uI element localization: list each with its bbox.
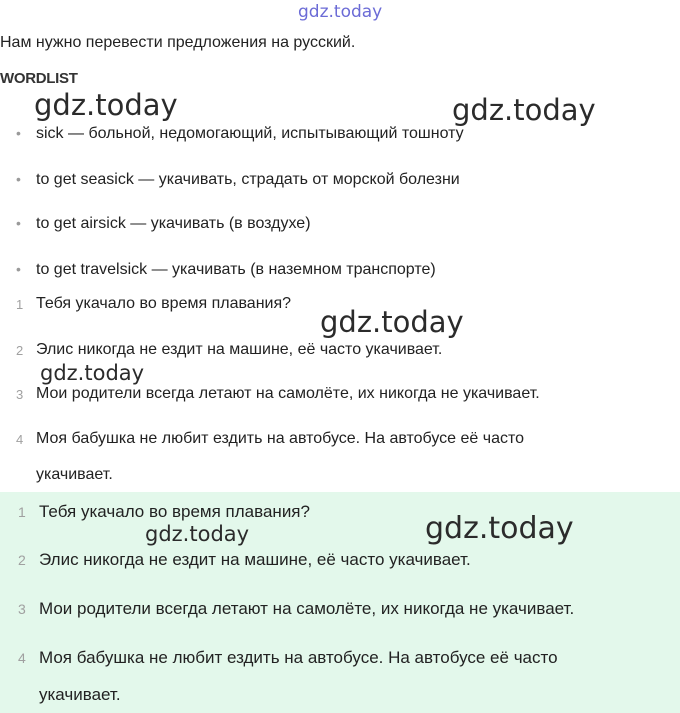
watermark: gdz.today (40, 361, 145, 385)
bullet-icon: • (16, 125, 21, 141)
answer-box: 1 Тебя укачало во время плавания? gdz.today gdz.today 2 Элис никогда не ездит на машине, её часто укачивает. 3 Мои родители всегда летают на самолёте, их никогда не укачивает. 4 Моя бабушка не любит ездить на автобусе. На автобусе её часто укачивает. (0, 492, 680, 713)
bullet-icon: • (16, 215, 21, 231)
intro-text: Нам нужно перевести предложения на русский. (0, 34, 356, 51)
wordlist-title: WORDLIST (0, 70, 78, 87)
watermark: gdz.today (425, 511, 574, 546)
watermark-top: gdz.today (298, 2, 383, 22)
watermark: gdz.today (452, 93, 596, 127)
watermark: gdz.today (34, 88, 178, 122)
bullet-icon: • (16, 261, 21, 277)
watermark: gdz.today (145, 522, 250, 546)
bullet-icon: • (16, 171, 21, 187)
watermark: gdz.today (320, 305, 464, 339)
